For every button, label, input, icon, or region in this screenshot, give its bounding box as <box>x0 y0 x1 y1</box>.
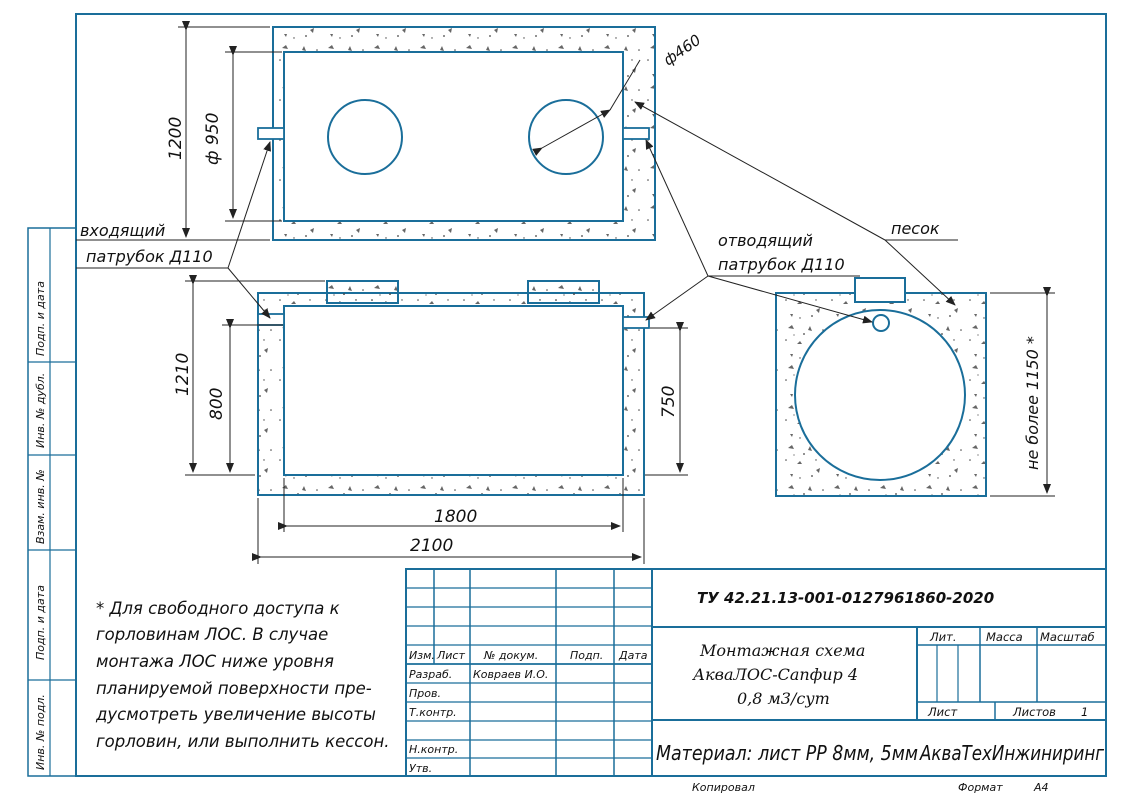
tu-code: ТУ 42.21.13-001-0127961860-2020 <box>697 589 995 607</box>
stamp-label: Подп. и дата <box>34 281 47 356</box>
scale-header: Масштаб <box>1040 630 1095 644</box>
note-line: монтажа ЛОС ниже уровня <box>96 652 334 671</box>
inlet-label-line1: входящий <box>80 221 166 240</box>
role-utv: Утв. <box>409 762 433 775</box>
dim-1210: 1210 <box>173 352 193 396</box>
developer-name: Ковраев И.О. <box>473 668 549 681</box>
sand-label: песок <box>891 219 940 238</box>
header-sign: Подп. <box>570 649 604 662</box>
stamp-label: Инв. № подл. <box>34 694 47 770</box>
stamp-label: Инв. № дубл. <box>34 372 47 448</box>
stamp-label: Подп. и дата <box>34 585 47 660</box>
role-razrab: Разраб. <box>409 668 453 681</box>
role-nkontr: Н.контр. <box>409 743 459 756</box>
copied-label: Копировал <box>692 781 755 794</box>
manhole-top-right <box>529 100 603 174</box>
sheets-label: Листов <box>1013 705 1056 719</box>
dim-depth-limit: не более 1150 * <box>1023 336 1042 470</box>
format-value: А4 <box>1034 781 1049 794</box>
side-stamp <box>28 228 76 776</box>
note-line: горловин, или выполнить кессон. <box>96 732 390 751</box>
outlet-label-line1: отводящий <box>718 231 813 250</box>
sheets-count: 1 <box>1081 705 1089 719</box>
note-line: дусмотреть увеличение высоты <box>96 705 376 724</box>
header-izm: Изм. <box>409 649 435 662</box>
note-block <box>95 599 390 751</box>
header-date: Дата <box>619 649 648 662</box>
material-text: Материал: лист PP 8мм, 5мм <box>656 741 918 765</box>
note-line: горловинам ЛОС. В случае <box>96 625 329 644</box>
title-block <box>406 569 1106 776</box>
format-label: Формат <box>958 781 1003 794</box>
stamp-label: Взам. инв. № <box>34 469 47 544</box>
company-name: АкваТехИнжиниринг <box>918 741 1105 765</box>
inlet-label-line2: патрубок Д110 <box>86 247 213 266</box>
dim-2100: 2100 <box>410 536 454 556</box>
dim-800: 800 <box>207 387 227 420</box>
lit-header: Лит. <box>930 630 957 644</box>
dim-750: 750 <box>659 385 679 418</box>
title-line3: 0,8 м3/сут <box>737 689 830 708</box>
manhole-top-left <box>328 100 402 174</box>
sheet-label: Лист <box>928 705 958 719</box>
manhole-diameter-label: ф460 <box>659 30 705 70</box>
role-prov: Пров. <box>409 687 441 700</box>
note-line: планируемой поверхности пре- <box>96 679 372 698</box>
dim-1800: 1800 <box>434 507 478 527</box>
outlet-label-line2: патрубок Д110 <box>718 255 845 274</box>
header-list: Лист <box>437 649 465 662</box>
title-line1: Монтажная схема <box>700 641 866 660</box>
note-line: * Для свободного доступа к <box>96 599 340 618</box>
top-view <box>166 27 704 240</box>
end-view <box>776 278 1055 496</box>
mass-header: Масса <box>986 630 1023 644</box>
role-tkontr: Т.контр. <box>409 706 457 719</box>
side-view <box>173 281 688 564</box>
dim-950: ф 950 <box>203 112 223 165</box>
dim-1200: 1200 <box>166 116 186 160</box>
header-doc: № докум. <box>484 649 539 662</box>
title-line2: АкваЛОС-Сапфир 4 <box>693 665 859 684</box>
